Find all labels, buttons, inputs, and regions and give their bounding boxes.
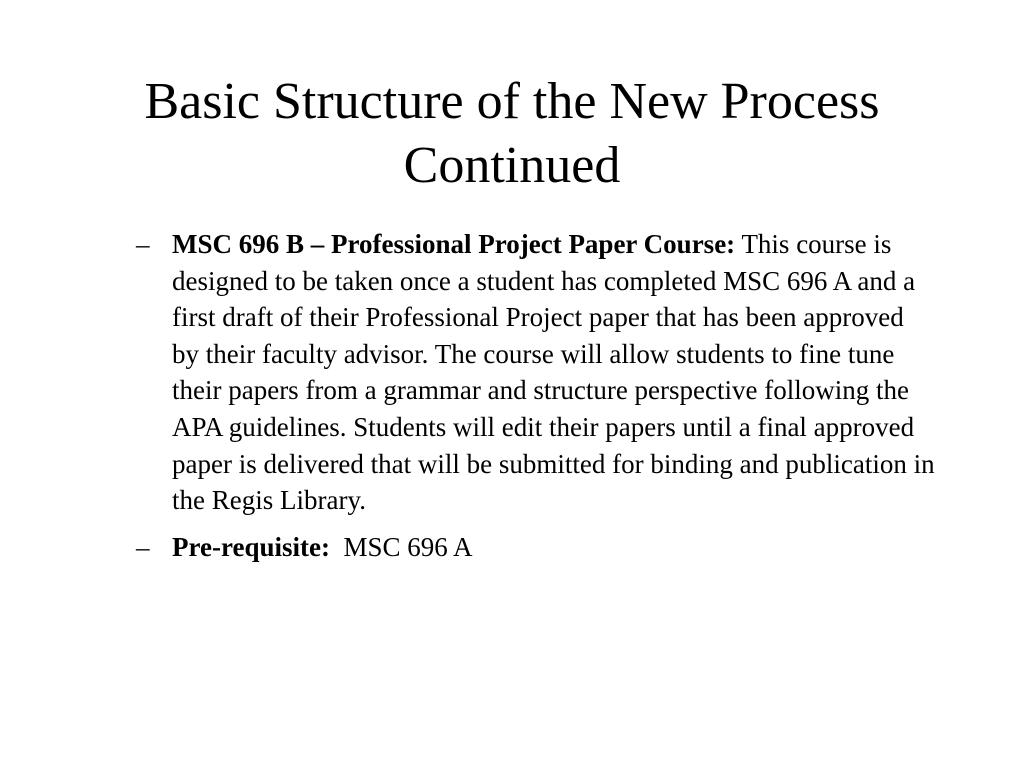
bullet-item-pre-requisite xyxy=(136,529,936,566)
bullet-heading-pre-requisite: Pre-requisite: xyxy=(172,531,330,562)
bullet-text-msc-696-b: This course is designed to be taken once a student has completed MSC 696 A and a first draft of their Professional Project paper that has been approved by their faculty advisor. The course will allow students to fine tune their papers from a grammar and structure perspective following the APA guidelines. Students will edit their papers until a final approved paper is delivered that will be submitted for binding and publication in the Regis Library. xyxy=(172,229,935,516)
bullet-text-pre-requisite: MSC 696 A xyxy=(343,531,473,562)
bullet-heading-msc-696-b: MSC 696 B – Professional Project Paper Course: xyxy=(172,229,736,259)
bullet-item-msc-696-b xyxy=(136,226,936,519)
dash-bullet-marker: – xyxy=(136,531,150,562)
dash-bullet-marker: – xyxy=(136,229,150,259)
slide-title xyxy=(60,70,964,198)
slide-title-line-2: Continued xyxy=(403,137,621,194)
slide-title-line-1: Basic Structure of the New Process xyxy=(144,73,880,130)
bullet-list xyxy=(136,226,936,575)
